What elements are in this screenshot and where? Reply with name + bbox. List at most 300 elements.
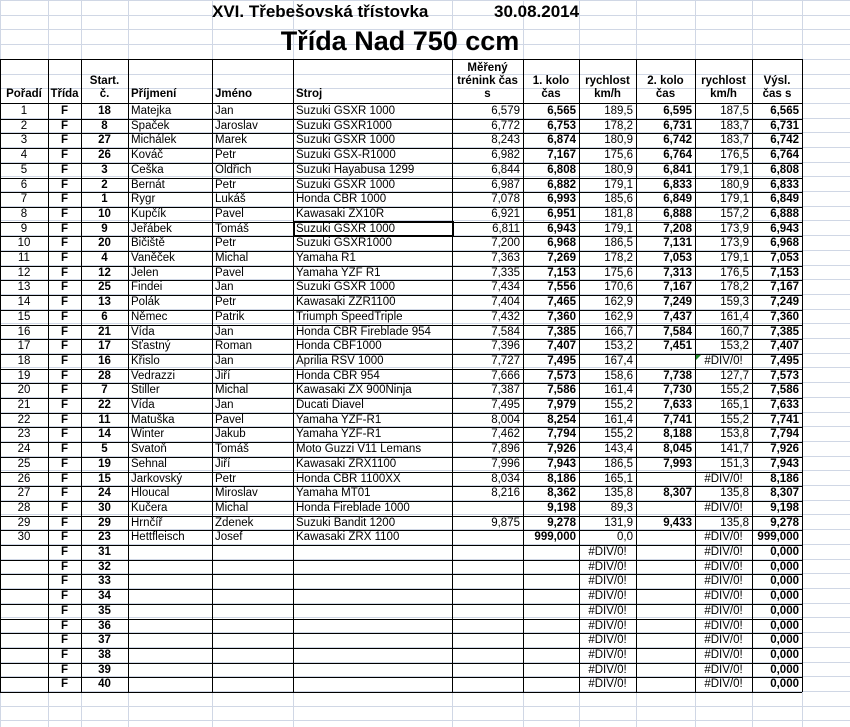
cell-rychlost1[interactable]: 135,8 — [604, 487, 633, 500]
cell-trenink[interactable]: 7,727 — [491, 354, 520, 367]
cell-jmeno[interactable] — [212, 589, 293, 604]
cell-poradi[interactable]: 8 — [20, 207, 28, 220]
cell-rychlost2[interactable]: #DIV/0! — [704, 619, 743, 632]
cell-trenink[interactable]: 6,772 — [491, 119, 520, 132]
cell-poradi[interactable]: 10 — [17, 237, 31, 250]
cell-jmeno[interactable] — [212, 545, 293, 560]
cell-rychlost1[interactable]: #DIV/0! — [588, 648, 627, 661]
cell-kolo1[interactable]: 6,943 — [547, 222, 576, 235]
cell-kolo2[interactable]: 6,764 — [663, 149, 692, 162]
cell-rychlost2[interactable]: 157,2 — [720, 207, 749, 220]
cell-kolo2[interactable]: 7,741 — [663, 413, 692, 426]
cell-kolo1[interactable] — [523, 677, 579, 692]
cell-rychlost2[interactable]: 155,2 — [720, 384, 749, 397]
cell-rychlost2[interactable]: #DIV/0! — [704, 560, 743, 573]
cell-start[interactable]: 22 — [98, 399, 111, 411]
cell-trenink[interactable]: 8,243 — [491, 134, 520, 147]
cell-kolo2[interactable] — [636, 604, 695, 619]
cell-rychlost2[interactable]: 179,1 — [720, 193, 749, 206]
cell-jmeno[interactable]: Patrik — [215, 310, 245, 323]
cell-trida[interactable]: F — [60, 384, 69, 397]
cell-trenink[interactable] — [452, 633, 523, 648]
cell-stroj[interactable] — [293, 648, 452, 663]
cell-trenink[interactable]: 7,363 — [491, 252, 520, 264]
cell-kolo2[interactable]: 7,208 — [663, 222, 692, 235]
cell-trida[interactable]: F — [60, 149, 69, 162]
cell-trenink[interactable]: 8,216 — [491, 487, 520, 500]
cell-poradi[interactable]: 5 — [20, 163, 28, 176]
cell-poradi[interactable]: 7 — [20, 193, 28, 206]
cell-kolo1[interactable]: 7,385 — [547, 325, 576, 338]
cell-trenink[interactable]: 9,875 — [491, 516, 520, 529]
cell-stroj[interactable]: Suzuki GSXR 1000 — [296, 105, 396, 117]
cell-jmeno[interactable] — [212, 574, 293, 589]
cell-kolo1[interactable]: 7,360 — [547, 310, 576, 323]
cell-trenink[interactable]: 7,387 — [491, 384, 520, 397]
cell-kolo1[interactable]: 6,874 — [547, 134, 576, 147]
cell-trida[interactable]: F — [60, 487, 69, 500]
cell-start[interactable]: 25 — [98, 281, 111, 294]
cell-rychlost1[interactable]: 181,8 — [604, 207, 633, 220]
cell-poradi[interactable] — [0, 663, 48, 678]
cell-jmeno[interactable]: Zdenek — [215, 516, 254, 529]
cell-prijmeni[interactable]: Jelen — [131, 266, 159, 279]
cell-start[interactable]: 4 — [101, 252, 108, 264]
cell-jmeno[interactable]: Jan — [215, 399, 234, 411]
cell-stroj[interactable]: Suzuki GSX-R1000 — [296, 149, 396, 162]
cell-start[interactable]: 30 — [98, 501, 111, 514]
cell-stroj[interactable]: Suzuki Hayabusa 1299 — [296, 163, 415, 176]
cell-kolo1[interactable] — [523, 619, 579, 634]
cell-rychlost2[interactable]: 173,9 — [720, 237, 749, 250]
cell-start[interactable]: 11 — [98, 413, 111, 426]
cell-trida[interactable]: F — [60, 590, 69, 603]
cell-jmeno[interactable]: Jan — [215, 281, 234, 294]
cell-rychlost1[interactable]: #DIV/0! — [588, 619, 627, 632]
cell-kolo1[interactable]: 7,495 — [547, 354, 576, 367]
cell-kolo1[interactable]: 7,465 — [547, 296, 576, 309]
cell-kolo1[interactable] — [523, 648, 579, 663]
cell-kolo2[interactable]: 7,993 — [663, 457, 692, 470]
cell-rychlost1[interactable]: 153,2 — [604, 340, 633, 353]
cell-vysl[interactable]: 7,586 — [770, 384, 799, 397]
cell-kolo2[interactable]: 7,730 — [663, 384, 692, 397]
cell-rychlost1[interactable]: 180,9 — [604, 163, 633, 176]
cell-jmeno[interactable]: Petr — [215, 296, 237, 309]
cell-rychlost1[interactable]: 158,6 — [604, 369, 633, 382]
cell-jmeno[interactable]: Jan — [215, 325, 234, 338]
cell-kolo1[interactable]: 7,794 — [547, 428, 576, 441]
cell-trida[interactable]: F — [60, 501, 69, 514]
cell-stroj[interactable] — [293, 604, 452, 619]
cell-stroj[interactable]: Triumph SpeedTriple — [296, 310, 403, 323]
cell-start[interactable]: 6 — [101, 310, 108, 323]
cell-kolo2[interactable]: 7,633 — [663, 399, 692, 411]
cell-prijmeni[interactable]: Křislo — [131, 354, 160, 367]
cell-trida[interactable]: F — [60, 413, 69, 426]
cell-poradi[interactable] — [0, 619, 48, 634]
cell-start[interactable]: 13 — [98, 296, 111, 309]
cell-poradi[interactable]: 17 — [17, 340, 31, 353]
cell-rychlost2[interactable]: #DIV/0! — [704, 678, 743, 691]
cell-jmeno[interactable] — [212, 648, 293, 663]
cell-poradi[interactable] — [0, 574, 48, 589]
cell-trenink[interactable]: 7,434 — [491, 281, 520, 294]
cell-jmeno[interactable]: Jiří — [215, 369, 231, 382]
cell-poradi[interactable]: 21 — [17, 399, 31, 411]
cell-prijmeni[interactable] — [128, 619, 212, 634]
cell-trenink[interactable] — [452, 604, 523, 619]
cell-kolo2[interactable]: 7,738 — [663, 369, 692, 382]
cell-vysl[interactable]: 7,249 — [770, 296, 799, 309]
cell-trida[interactable]: F — [60, 222, 69, 235]
cell-prijmeni[interactable]: Kováč — [131, 149, 163, 162]
cell-kolo1[interactable] — [523, 604, 579, 619]
cell-jmeno[interactable]: Roman — [215, 340, 253, 353]
cell-stroj[interactable]: Honda CBR 1100XX — [296, 472, 401, 485]
cell-prijmeni[interactable]: Vída — [131, 325, 155, 338]
cell-rychlost1[interactable]: #DIV/0! — [588, 575, 627, 588]
cell-trida[interactable]: F — [60, 575, 69, 588]
cell-poradi[interactable]: 28 — [17, 501, 31, 514]
cell-kolo1[interactable]: 8,362 — [547, 487, 576, 500]
cell-vysl[interactable]: 0,000 — [770, 648, 799, 661]
cell-rychlost1[interactable]: 178,2 — [604, 119, 633, 132]
cell-stroj[interactable] — [293, 677, 452, 692]
cell-poradi[interactable]: 30 — [17, 531, 31, 544]
cell-start[interactable]: 38 — [98, 648, 111, 661]
cell-rychlost1[interactable]: 179,1 — [604, 178, 633, 191]
cell-poradi[interactable] — [0, 589, 48, 604]
cell-stroj[interactable] — [293, 633, 452, 648]
cell-rychlost2[interactable]: 160,7 — [720, 325, 749, 338]
cell-rychlost1[interactable]: #DIV/0! — [588, 663, 627, 676]
cell-trida[interactable]: F — [60, 472, 69, 485]
cell-trenink[interactable]: 7,666 — [491, 369, 520, 382]
cell-kolo1[interactable]: 9,278 — [547, 516, 576, 529]
cell-rychlost2[interactable]: 135,8 — [720, 487, 749, 500]
cell-kolo2[interactable]: 6,849 — [663, 193, 692, 206]
cell-vysl[interactable]: 0,000 — [770, 634, 799, 647]
cell-kolo2[interactable] — [636, 648, 695, 663]
cell-rychlost1[interactable]: 131,9 — [604, 516, 633, 529]
cell-rychlost2[interactable]: 127,7 — [720, 369, 749, 382]
cell-rychlost2[interactable]: 176,5 — [720, 266, 749, 279]
cell-prijmeni[interactable]: Findei — [131, 281, 163, 294]
cell-stroj[interactable]: Kawasaki ZRX1100 — [296, 457, 397, 470]
cell-trida[interactable]: F — [60, 546, 69, 558]
cell-kolo2[interactable]: 7,131 — [663, 237, 692, 250]
cell-vysl[interactable]: 8,186 — [770, 472, 799, 485]
cell-kolo2[interactable] — [636, 501, 695, 516]
cell-trida[interactable]: F — [60, 163, 69, 176]
cell-kolo1[interactable] — [523, 633, 579, 648]
cell-vysl[interactable]: 0,000 — [770, 560, 799, 573]
cell-rychlost1[interactable]: 175,6 — [604, 149, 633, 162]
cell-poradi[interactable]: 13 — [17, 281, 31, 294]
cell-trida[interactable]: F — [60, 619, 69, 632]
cell-stroj[interactable]: Yamaha YZF R1 — [296, 266, 381, 279]
cell-kolo2[interactable]: 8,188 — [663, 428, 692, 441]
cell-kolo1[interactable] — [523, 574, 579, 589]
cell-start[interactable]: 23 — [98, 531, 111, 544]
cell-trenink[interactable]: 7,396 — [491, 340, 520, 353]
cell-trida[interactable]: F — [60, 443, 69, 456]
cell-trenink[interactable] — [452, 501, 523, 516]
cell-stroj[interactable]: Kawasaki ZX 900Ninja — [296, 384, 412, 397]
cell-trenink[interactable]: 6,844 — [491, 163, 520, 176]
cell-vysl[interactable]: 7,407 — [770, 340, 799, 353]
cell-kolo1[interactable]: 7,926 — [547, 443, 576, 456]
cell-trenink[interactable]: 7,996 — [491, 457, 520, 470]
cell-vysl[interactable]: 7,053 — [770, 252, 799, 264]
cell-kolo1[interactable]: 8,254 — [547, 413, 576, 426]
cell-jmeno[interactable] — [212, 633, 293, 648]
cell-trenink[interactable]: 6,921 — [491, 207, 520, 220]
cell-poradi[interactable]: 3 — [20, 134, 28, 147]
cell-start[interactable]: 1 — [101, 193, 108, 206]
cell-rychlost2[interactable]: 135,8 — [720, 516, 749, 529]
cell-start[interactable]: 3 — [101, 163, 108, 176]
cell-rychlost1[interactable]: 185,6 — [604, 193, 633, 206]
cell-rychlost2[interactable]: 165,1 — [720, 399, 749, 411]
cell-kolo2[interactable]: 7,437 — [663, 310, 692, 323]
cell-kolo2[interactable] — [636, 663, 695, 678]
cell-jmeno[interactable]: Pavel — [215, 413, 244, 426]
cell-prijmeni[interactable]: Hrnčíř — [131, 516, 163, 529]
cell-start[interactable]: 24 — [98, 487, 111, 500]
cell-kolo1[interactable]: 6,565 — [547, 105, 576, 117]
cell-vysl[interactable]: 7,633 — [770, 399, 799, 411]
cell-kolo1[interactable]: 999,000 — [534, 531, 576, 544]
cell-trida[interactable]: F — [60, 678, 69, 691]
cell-trenink[interactable]: 8,004 — [491, 413, 520, 426]
cell-stroj[interactable]: Kawasaki ZRX 1100 — [296, 531, 400, 544]
cell-prijmeni[interactable]: Matejka — [131, 105, 172, 117]
cell-jmeno[interactable]: Oldřich — [215, 163, 252, 176]
cell-trida[interactable]: F — [60, 325, 69, 338]
cell-prijmeni[interactable] — [128, 560, 212, 575]
cell-prijmeni[interactable]: Jarkovský — [131, 472, 183, 485]
cell-kolo2[interactable] — [636, 619, 695, 634]
cell-start[interactable]: 17 — [98, 340, 111, 353]
cell-poradi[interactable] — [0, 560, 48, 575]
cell-trida[interactable]: F — [60, 281, 69, 294]
cell-jmeno[interactable]: Petr — [215, 178, 237, 191]
cell-stroj[interactable]: Honda CBR 1000 — [296, 193, 387, 206]
cell-trida[interactable]: F — [60, 193, 69, 206]
cell-stroj[interactable]: Yamaha MT01 — [296, 487, 371, 500]
cell-vysl[interactable]: 7,943 — [770, 457, 799, 470]
cell-prijmeni[interactable]: Sehnal — [131, 457, 167, 470]
cell-trida[interactable]: F — [60, 105, 69, 117]
cell-trida[interactable]: F — [60, 648, 69, 661]
cell-stroj[interactable] — [293, 574, 452, 589]
cell-rychlost2[interactable]: 183,7 — [720, 134, 749, 147]
cell-prijmeni[interactable]: Polák — [131, 296, 160, 309]
cell-prijmeni[interactable] — [128, 677, 212, 692]
cell-vysl[interactable]: 6,742 — [770, 134, 799, 147]
cell-jmeno[interactable]: Pavel — [215, 207, 244, 220]
cell-rychlost2[interactable]: #DIV/0! — [704, 546, 743, 558]
cell-jmeno[interactable] — [212, 619, 293, 634]
cell-vysl[interactable]: 6,968 — [770, 237, 799, 250]
cell-rychlost1[interactable]: #DIV/0! — [588, 560, 627, 573]
cell-kolo2[interactable]: 7,249 — [663, 296, 692, 309]
cell-trida[interactable]: F — [60, 369, 69, 382]
cell-trida[interactable]: F — [60, 560, 69, 573]
cell-stroj[interactable] — [293, 589, 452, 604]
cell-kolo2[interactable]: 6,731 — [663, 119, 692, 132]
cell-poradi[interactable] — [0, 677, 48, 692]
cell-vysl[interactable]: 6,943 — [770, 222, 799, 235]
cell-rychlost2[interactable]: 178,2 — [720, 281, 749, 294]
cell-prijmeni[interactable] — [128, 663, 212, 678]
cell-stroj[interactable]: Aprilia RSV 1000 — [296, 354, 384, 367]
cell-trida[interactable]: F — [60, 354, 69, 367]
cell-stroj[interactable]: Suzuki GSXR 1000 — [296, 281, 396, 294]
cell-vysl[interactable]: 7,495 — [770, 354, 799, 367]
cell-rychlost2[interactable]: 161,4 — [720, 310, 749, 323]
cell-trenink[interactable] — [452, 677, 523, 692]
cell-rychlost1[interactable]: 186,5 — [604, 457, 633, 470]
cell-rychlost2[interactable]: #DIV/0! — [704, 604, 743, 617]
cell-rychlost2[interactable]: 159,3 — [720, 296, 749, 309]
cell-kolo2[interactable] — [636, 677, 695, 692]
cell-poradi[interactable] — [0, 545, 48, 560]
cell-start[interactable]: 5 — [101, 443, 108, 456]
cell-jmeno[interactable]: Jan — [215, 354, 234, 367]
cell-rychlost2[interactable]: #DIV/0! — [704, 663, 743, 676]
cell-kolo2[interactable]: 8,045 — [663, 443, 692, 456]
cell-kolo2[interactable]: 8,307 — [663, 487, 692, 500]
cell-stroj[interactable] — [293, 663, 452, 678]
cell-jmeno[interactable]: Lukáš — [215, 193, 246, 206]
cell-vysl[interactable]: 0,000 — [770, 663, 799, 676]
cell-kolo2[interactable]: 6,595 — [663, 105, 692, 117]
cell-trida[interactable]: F — [60, 604, 69, 617]
cell-start[interactable]: 28 — [98, 369, 111, 382]
cell-kolo2[interactable]: 6,833 — [663, 178, 692, 191]
cell-poradi[interactable]: 1 — [20, 105, 28, 117]
cell-kolo2[interactable]: 7,167 — [663, 281, 692, 294]
cell-kolo1[interactable] — [523, 663, 579, 678]
cell-poradi[interactable] — [0, 633, 48, 648]
cell-start[interactable]: 21 — [98, 325, 111, 338]
cell-trenink[interactable] — [452, 545, 523, 560]
cell-trenink[interactable] — [452, 530, 523, 545]
cell-vysl[interactable]: 0,000 — [770, 604, 799, 617]
cell-kolo1[interactable]: 9,198 — [547, 501, 576, 514]
cell-rychlost1[interactable]: 178,2 — [604, 252, 633, 264]
cell-poradi[interactable]: 9 — [20, 222, 28, 235]
cell-stroj[interactable]: Suzuki GSXR1000 — [296, 237, 392, 250]
cell-start[interactable]: 14 — [98, 428, 111, 441]
cell-vysl[interactable]: 0,000 — [770, 678, 799, 691]
cell-jmeno[interactable]: Jiří — [215, 457, 231, 470]
cell-rychlost1[interactable]: #DIV/0! — [588, 546, 627, 558]
cell-poradi[interactable]: 26 — [17, 472, 31, 485]
cell-kolo2[interactable] — [636, 574, 695, 589]
cell-vysl[interactable]: 6,888 — [770, 207, 799, 220]
cell-trida[interactable]: F — [60, 252, 69, 264]
cell-trida[interactable]: F — [60, 516, 69, 529]
cell-trenink[interactable]: 7,896 — [491, 443, 520, 456]
cell-jmeno[interactable]: Tomáš — [215, 443, 249, 456]
cell-trenink[interactable]: 6,982 — [491, 149, 520, 162]
cell-kolo1[interactable]: 8,186 — [547, 472, 576, 485]
cell-stroj[interactable]: Yamaha R1 — [296, 252, 356, 264]
cell-kolo2[interactable] — [636, 530, 695, 545]
cell-stroj[interactable]: Yamaha YZF-R1 — [296, 428, 382, 441]
cell-rychlost1[interactable]: 0,0 — [617, 531, 633, 544]
cell-start[interactable]: 2 — [101, 178, 108, 191]
cell-rychlost2[interactable]: #DIV/0! — [704, 634, 743, 647]
cell-kolo1[interactable]: 6,968 — [547, 237, 576, 250]
cell-rychlost2[interactable]: 183,7 — [720, 119, 749, 132]
cell-kolo1[interactable]: 7,153 — [547, 266, 576, 279]
cell-start[interactable]: 12 — [98, 266, 111, 279]
cell-rychlost2[interactable]: 155,2 — [720, 413, 749, 426]
cell-kolo1[interactable] — [523, 545, 579, 560]
cell-start[interactable]: 35 — [98, 604, 111, 617]
cell-jmeno[interactable]: Tomáš — [215, 222, 249, 235]
cell-rychlost2[interactable]: #DIV/0! — [704, 354, 743, 367]
cell-poradi[interactable]: 27 — [17, 487, 31, 500]
cell-prijmeni[interactable]: Češka — [131, 163, 164, 176]
cell-rychlost2[interactable]: 141,7 — [720, 443, 749, 456]
cell-prijmeni[interactable]: Michálek — [131, 134, 177, 147]
cell-stroj[interactable]: Honda Fireblade 1000 — [296, 501, 410, 514]
cell-rychlost1[interactable]: #DIV/0! — [588, 590, 627, 603]
cell-kolo2[interactable]: 7,451 — [663, 340, 692, 353]
cell-kolo2[interactable]: 6,888 — [663, 207, 692, 220]
cell-rychlost1[interactable]: 166,7 — [604, 325, 633, 338]
cell-vysl[interactable]: 8,307 — [770, 487, 799, 500]
cell-start[interactable]: 9 — [101, 222, 108, 235]
cell-trenink[interactable]: 7,495 — [491, 399, 520, 411]
cell-poradi[interactable]: 4 — [20, 149, 28, 162]
cell-vysl[interactable]: 7,741 — [770, 413, 799, 426]
cell-jmeno[interactable]: Michal — [215, 384, 249, 397]
cell-vysl[interactable]: 0,000 — [770, 590, 799, 603]
cell-trenink[interactable]: 6,987 — [491, 178, 520, 191]
cell-prijmeni[interactable] — [128, 545, 212, 560]
cell-start[interactable]: 7 — [101, 384, 108, 397]
cell-vysl[interactable]: 0,000 — [770, 575, 799, 588]
cell-kolo1[interactable]: 6,993 — [547, 193, 576, 206]
cell-stroj[interactable]: Kawasaki ZX10R — [296, 207, 385, 220]
cell-rychlost1[interactable]: 180,9 — [604, 134, 633, 147]
cell-trenink[interactable] — [452, 648, 523, 663]
cell-kolo2[interactable]: 6,841 — [663, 163, 692, 176]
cell-trida[interactable]: F — [60, 237, 69, 250]
cell-prijmeni[interactable]: Jeřábek — [131, 222, 172, 235]
cell-vysl[interactable]: 6,731 — [770, 119, 799, 132]
cell-jmeno[interactable]: Petr — [215, 472, 237, 485]
cell-stroj[interactable]: Suzuki GSXR1000 — [296, 119, 392, 132]
cell-prijmeni[interactable]: Kupčík — [131, 207, 167, 220]
cell-trida[interactable]: F — [60, 340, 69, 353]
cell-trenink[interactable] — [452, 574, 523, 589]
cell-rychlost1[interactable]: #DIV/0! — [588, 604, 627, 617]
cell-trida[interactable]: F — [60, 663, 69, 676]
cell-rychlost2[interactable]: 176,5 — [720, 149, 749, 162]
cell-stroj[interactable]: Honda CBR Fireblade 954 — [296, 325, 431, 338]
cell-rychlost1[interactable]: 189,5 — [604, 105, 633, 117]
cell-trida[interactable]: F — [60, 119, 69, 132]
cell-jmeno[interactable]: Pavel — [215, 266, 244, 279]
